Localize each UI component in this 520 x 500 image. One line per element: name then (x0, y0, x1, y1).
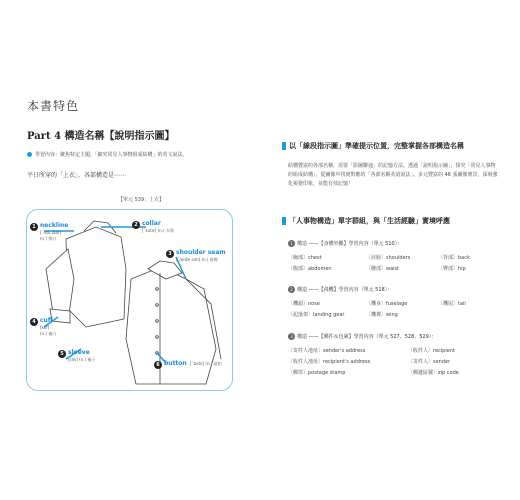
vocab-item: 〔寄件人地址〕sender's address (288, 348, 366, 354)
pron-button: [ˋbʌtn̩] (n.) 鈕扣 (190, 361, 222, 366)
vocab-item: 〔收件人地址〕recipient's address (288, 359, 371, 365)
group-number-badge: 2 (288, 286, 295, 293)
vocab-item: 〔收件人〕recipient (408, 348, 455, 354)
vocab-item: 〔郵遞區號〕zip code (408, 370, 459, 376)
term-neckline: neckline (40, 222, 69, 229)
vocab-item: 〔胸部〕chest (288, 255, 322, 261)
pron-collar: [ˋkɑlɚ] (n.) 衣領 (142, 228, 174, 233)
section1-title: 以「線段指示圖」準確提示位置，完整掌握各部構造名稱 (282, 141, 464, 151)
unit-tag: 【單元 539：上衣】 (118, 197, 165, 203)
vocab-item: 〔機頭〕nose (288, 301, 320, 307)
term-cuff: cuff (40, 317, 53, 324)
label-number: 3 (166, 250, 174, 258)
pron-cuff: [kʌf] (40, 325, 50, 330)
vocab-item: 〔起落架〕landing gear (288, 312, 345, 318)
label-number: 5 (58, 350, 66, 358)
learning-note-text: 學習內容：聚焦特定主題，「細究常見人事物組成結構」的英文說法。 (35, 152, 188, 158)
vocab-item: 〔背部〕back (438, 255, 470, 261)
pron-neckline: [ˋnɛk.laɪn] (40, 230, 61, 235)
term-button: button (164, 360, 187, 367)
label-number: 2 (132, 221, 140, 229)
pos-cuff: (n.) 袖口 (40, 331, 57, 336)
vocab-item: 〔機身〕fuselage (366, 301, 408, 307)
vocab-item: 〔腰部〕waist (366, 266, 400, 272)
part-title: Part 4 構造名稱【說明指示圖】 (27, 131, 175, 142)
vocab-item: 〔機尾〕tail (438, 301, 466, 307)
label-number: 1 (30, 223, 38, 231)
section-marker-icon (282, 142, 286, 150)
group-number-badge: 3 (288, 333, 295, 340)
label-number: 4 (30, 318, 38, 326)
vocab-item: 〔寄件人〕sender (408, 359, 451, 365)
section1-paragraph: 結構豐富的各部名稱，需要「影圖聯通」的記憶方法。透過「說明指示圖」，探究「常見人事物的組成結構」，從圖像中找到對應的「各部名稱英語說法」。多元豐富的 46 張圖像實景，深刻強化視覺印象，並能有效記憶！ (288, 163, 498, 187)
vocab-item: 〔郵票〕postage stamp (288, 370, 346, 376)
vocab-item: 〔腹部〕abdomen (288, 266, 332, 272)
term-sleeve: sleeve (68, 349, 90, 356)
section-marker-icon (282, 217, 286, 225)
pron-shoulder-seam: [ˋʃoldɚ sim] (n.) 肩線 (176, 257, 218, 262)
group-heading: 2 構造 ——【飛機】學習內容（單元 518）： (288, 286, 392, 293)
term-shoulder-seam: shoulder seam (176, 249, 226, 256)
book-feature-title: 本書特色 (27, 99, 80, 113)
bullet-icon (27, 152, 32, 157)
group-heading: 1 構造 ——【身體外觀】學習內容（單元 510）： (288, 240, 402, 247)
daily-sentence: 平日所穿的「上衣」，各部構造是⋯⋯ (27, 172, 127, 179)
group-heading: 3 構造 ——【郵件＆包裹】學習內容（單元 527、528、529）： (288, 333, 436, 340)
pron-sleeve: [sliv] (n.) 袖子 (68, 357, 96, 362)
label-number: 6 (154, 361, 162, 369)
pos-neckline: (n.) 領口 (40, 236, 57, 241)
vocab-item: 〔肩膀〕shoulders (366, 255, 411, 261)
group-number-badge: 1 (288, 240, 295, 247)
section2-title: 「人事物構造」單字群組，與「生活經驗」實境呼應 (282, 216, 450, 226)
term-collar: collar (142, 220, 161, 227)
learning-note (27, 151, 188, 158)
vocab-item: 〔機翼〕wing (366, 312, 398, 318)
vocab-item: 〔臀部〕hip (438, 266, 466, 272)
